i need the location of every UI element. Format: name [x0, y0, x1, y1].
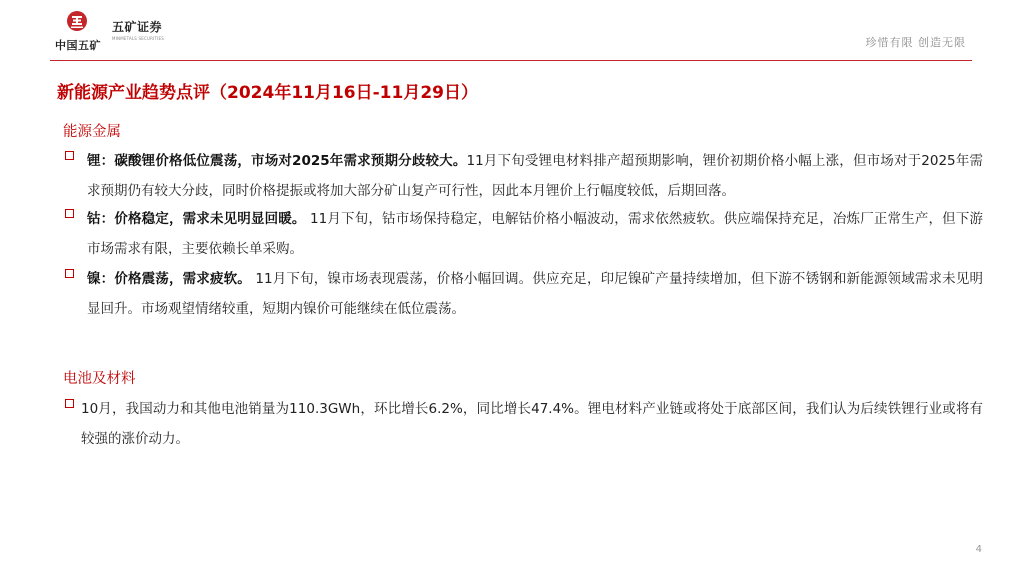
china-minmetals-logo-text: 中国五矿: [55, 39, 101, 52]
minmetals-securities-logo-subtext: MINMETALS SECURITIES: [112, 36, 164, 41]
china-minmetals-logo: [50, 10, 106, 54]
bullet-cobalt: [63, 204, 983, 264]
bullet-square-icon: [65, 399, 74, 408]
bullet-lead: 锂：碳酸锂价格低位震荡，市场对2025年需求预期分歧较大。: [87, 153, 467, 169]
minmetals-securities-logo-text: 五矿证券: [112, 20, 163, 34]
bullet-body: 10月，我国动力和其他电池销量为110.3GWh，环比增长6.2%，同比增长47.4%。锂电材料产业链或将处于底部区间，我们认为后续铁锂行业或将有较强的涨价动力。: [81, 401, 983, 447]
bullet-text: [81, 394, 983, 454]
bullet-lead: 钴：价格稳定，需求未见明显回暖。: [87, 211, 306, 227]
page-number: 4: [975, 544, 982, 555]
header-slogan: 珍惜有限 创造无限: [865, 36, 966, 49]
bullet-text: [87, 264, 983, 324]
bullet-body: 11月下旬，镍市场表现震荡，价格小幅回调。供应充足，印尼镍矿产量持续增加，但下游不锈钢和新能源领域需求未见明显回升。市场观望情绪较重，短期内镍价可能继续在低位震荡。: [87, 271, 984, 317]
bullet-battery-sales: [63, 394, 983, 454]
bullet-square-icon: [65, 151, 74, 160]
page-title: 新能源产业趋势点评（2024年11月16日-11月29日）: [57, 83, 478, 103]
bullet-body: 11月下旬，钴市场保持稳定，电解钴价格小幅波动，需求依然疲软。供应端保持充足，冶炼厂正常生产，但下游市场需求有限，主要依赖长单采购。: [87, 211, 984, 257]
bullet-text: [87, 146, 983, 206]
section-heading-battery-materials: 电池及材料: [63, 371, 136, 387]
bullet-square-icon: [65, 209, 74, 218]
page-header: [0, 0, 1024, 62]
bullet-square-icon: [65, 269, 74, 278]
header-divider: [50, 60, 972, 61]
section-heading-energy-metals: 能源金属: [63, 124, 121, 140]
bullet-text: [87, 204, 983, 264]
bullet-nickel: [63, 264, 983, 324]
bullet-lead: 镍：价格震荡，需求疲软。: [87, 271, 251, 287]
minmetals-securities-logo: [112, 18, 172, 46]
minmetals-emblem-icon: [66, 10, 88, 32]
bullet-lithium: [63, 146, 983, 206]
bullet-body: 11月下旬受锂电材料排产超预期影响，锂价初期价格小幅上涨，但市场对于2025年需求预期仍有较大分歧，同时价格提振或将加大部分矿山复产可行性，因此本月锂价上行幅度较低，后期回落。: [87, 153, 983, 199]
